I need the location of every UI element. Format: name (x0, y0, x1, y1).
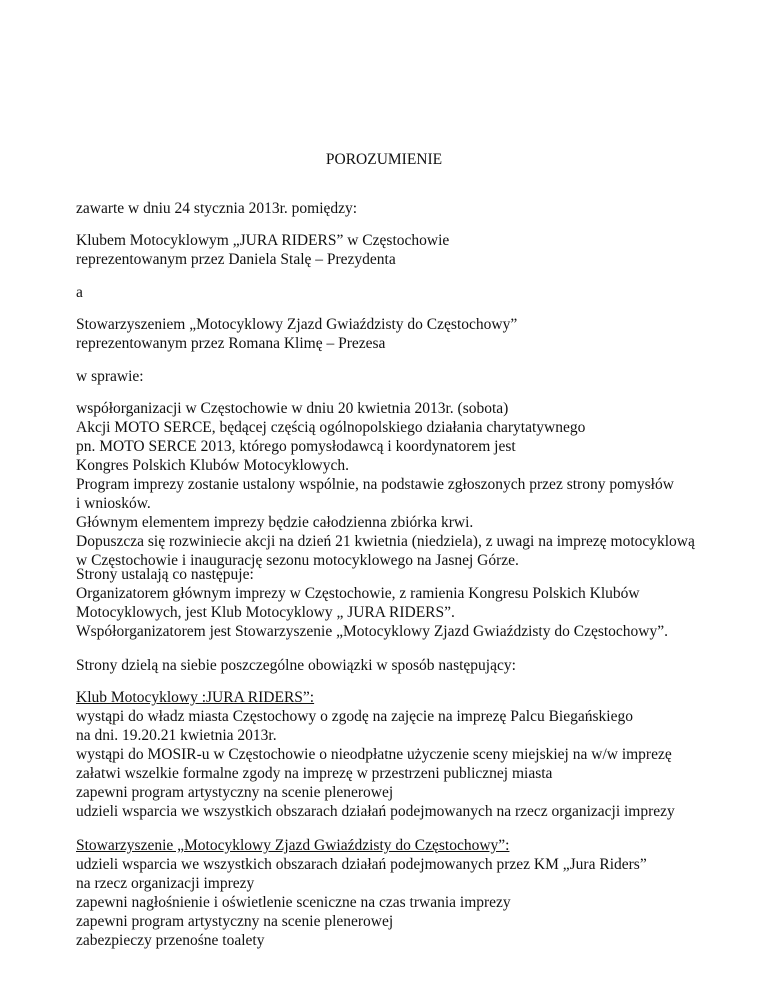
association-duty-line: zapewni program artystyczny na scenie plenerowej (76, 913, 394, 930)
association-duty-line: zapewni nagłośnienie i oświetlenie sceniczne na czas trwania imprezy (76, 894, 511, 911)
matter-line: pn. MOTO SERCE 2013, którego pomysłodawcą i koordynatorem jest (76, 438, 516, 455)
party1-paragraph (76, 231, 756, 269)
matter-line: współorganizacji w Częstochowie w dniu 20 kwietnia 2013r. (sobota) (76, 400, 509, 417)
club-duty-line: na dni. 19.20.21 kwietnia 2013r. (76, 727, 277, 744)
duties-intro-paragraph (76, 656, 756, 675)
and-paragraph (76, 283, 756, 302)
matter-line: i wniosków. (76, 495, 151, 512)
party2-line: reprezentowanym przez Romana Klimę – Prezesa (76, 335, 386, 352)
association-heading: Stowarzyszenie „Motocyklowy Zjazd Gwiaździsty do Częstochowy”: (76, 837, 510, 854)
matter-line: Kongres Polskich Klubów Motocyklowych. (76, 457, 349, 474)
intro-paragraph (76, 199, 756, 218)
club-duty-line: udzieli wsparcia we wszystkich obszarach działań podejmowanych na rzecz organizacji imprezy (76, 803, 675, 820)
matter-line: Głównym elementem imprezy będzie całodzienna zbiórka krwi. (76, 514, 474, 531)
matter-line: Dopuszcza się rozwiniecie akcji na dzień 21 kwietnia (niedziela), z uwagi na imprezę motocyklową (76, 533, 695, 550)
party1-line: reprezentowanym przez Daniela Stalę – Prezydenta (76, 251, 396, 268)
party1-line: Klubem Motocyklowym „JURA RIDERS” w Częstochowie (76, 232, 450, 249)
intro-line: zawarte w dniu 24 stycznia 2013r. pomiędzy: (76, 200, 358, 217)
document-title: POROZUMIENIE (325, 151, 443, 168)
matter-paragraph (76, 399, 756, 570)
and-line: a (76, 284, 83, 301)
agreement-line: Motocyklowych, jest Klub Motocyklowy „ JURA RIDERS”. (76, 604, 455, 621)
association-duty-line: zabezpieczy przenośne toalety (76, 932, 265, 949)
association-duty-line: udzieli wsparcia we wszystkich obszarach działań podejmowanych przez KM „Jura Riders” (76, 856, 647, 873)
matter-line: Program imprezy zostanie ustalony wspólnie, na podstawie zgłoszonych przez strony pomysłów (76, 476, 674, 493)
club-duty-line: zapewni program artystyczny na scenie plenerowej (76, 784, 394, 801)
agreement-line: Strony ustalają co następuje: (76, 566, 254, 583)
matter-label-paragraph (76, 367, 756, 386)
association-duties-section (76, 836, 756, 950)
club-duties-section (76, 688, 756, 821)
club-duty-line: wystąpi do MOSIR-u w Częstochowie o nieodpłatne użyczenie sceny miejskiej na w/w imprezę (76, 746, 672, 763)
agreement-line: Współorganizatorem jest Stowarzyszenie „Motocyklowy Zjazd Gwiaździsty do Częstochowy”. (76, 623, 668, 640)
agreement-paragraph (76, 565, 756, 641)
party2-line: Stowarzyszeniem „Motocyklowy Zjazd Gwiaździsty do Częstochowy” (76, 316, 518, 333)
matter-label: w sprawie: (76, 368, 144, 385)
matter-line: Akcji MOTO SERCE, będącej częścią ogólnopolskiego działania charytatywnego (76, 419, 586, 436)
association-duty-line: na rzecz organizacji imprezy (76, 875, 255, 892)
party2-paragraph (76, 315, 756, 353)
duties-intro-line: Strony dzielą na siebie poszczególne obowiązki w sposób następujący: (76, 657, 516, 674)
agreement-line: Organizatorem głównym imprezy w Częstochowie, z ramienia Kongresu Polskich Klubów (76, 585, 640, 602)
club-duty-line: wystąpi do władz miasta Częstochowy o zgodę na zajęcie na imprezę Palcu Biegańskiego (76, 708, 633, 725)
matter-line: w Częstochowie i inaugurację sezonu motocyklowego na Jasnej Górze. (76, 552, 519, 569)
club-duty-line: załatwi wszelkie formalne zgody na imprezę w przestrzeni publicznej miasta (76, 765, 553, 782)
club-heading: Klub Motocyklowy :JURA RIDERS”: (76, 689, 315, 706)
